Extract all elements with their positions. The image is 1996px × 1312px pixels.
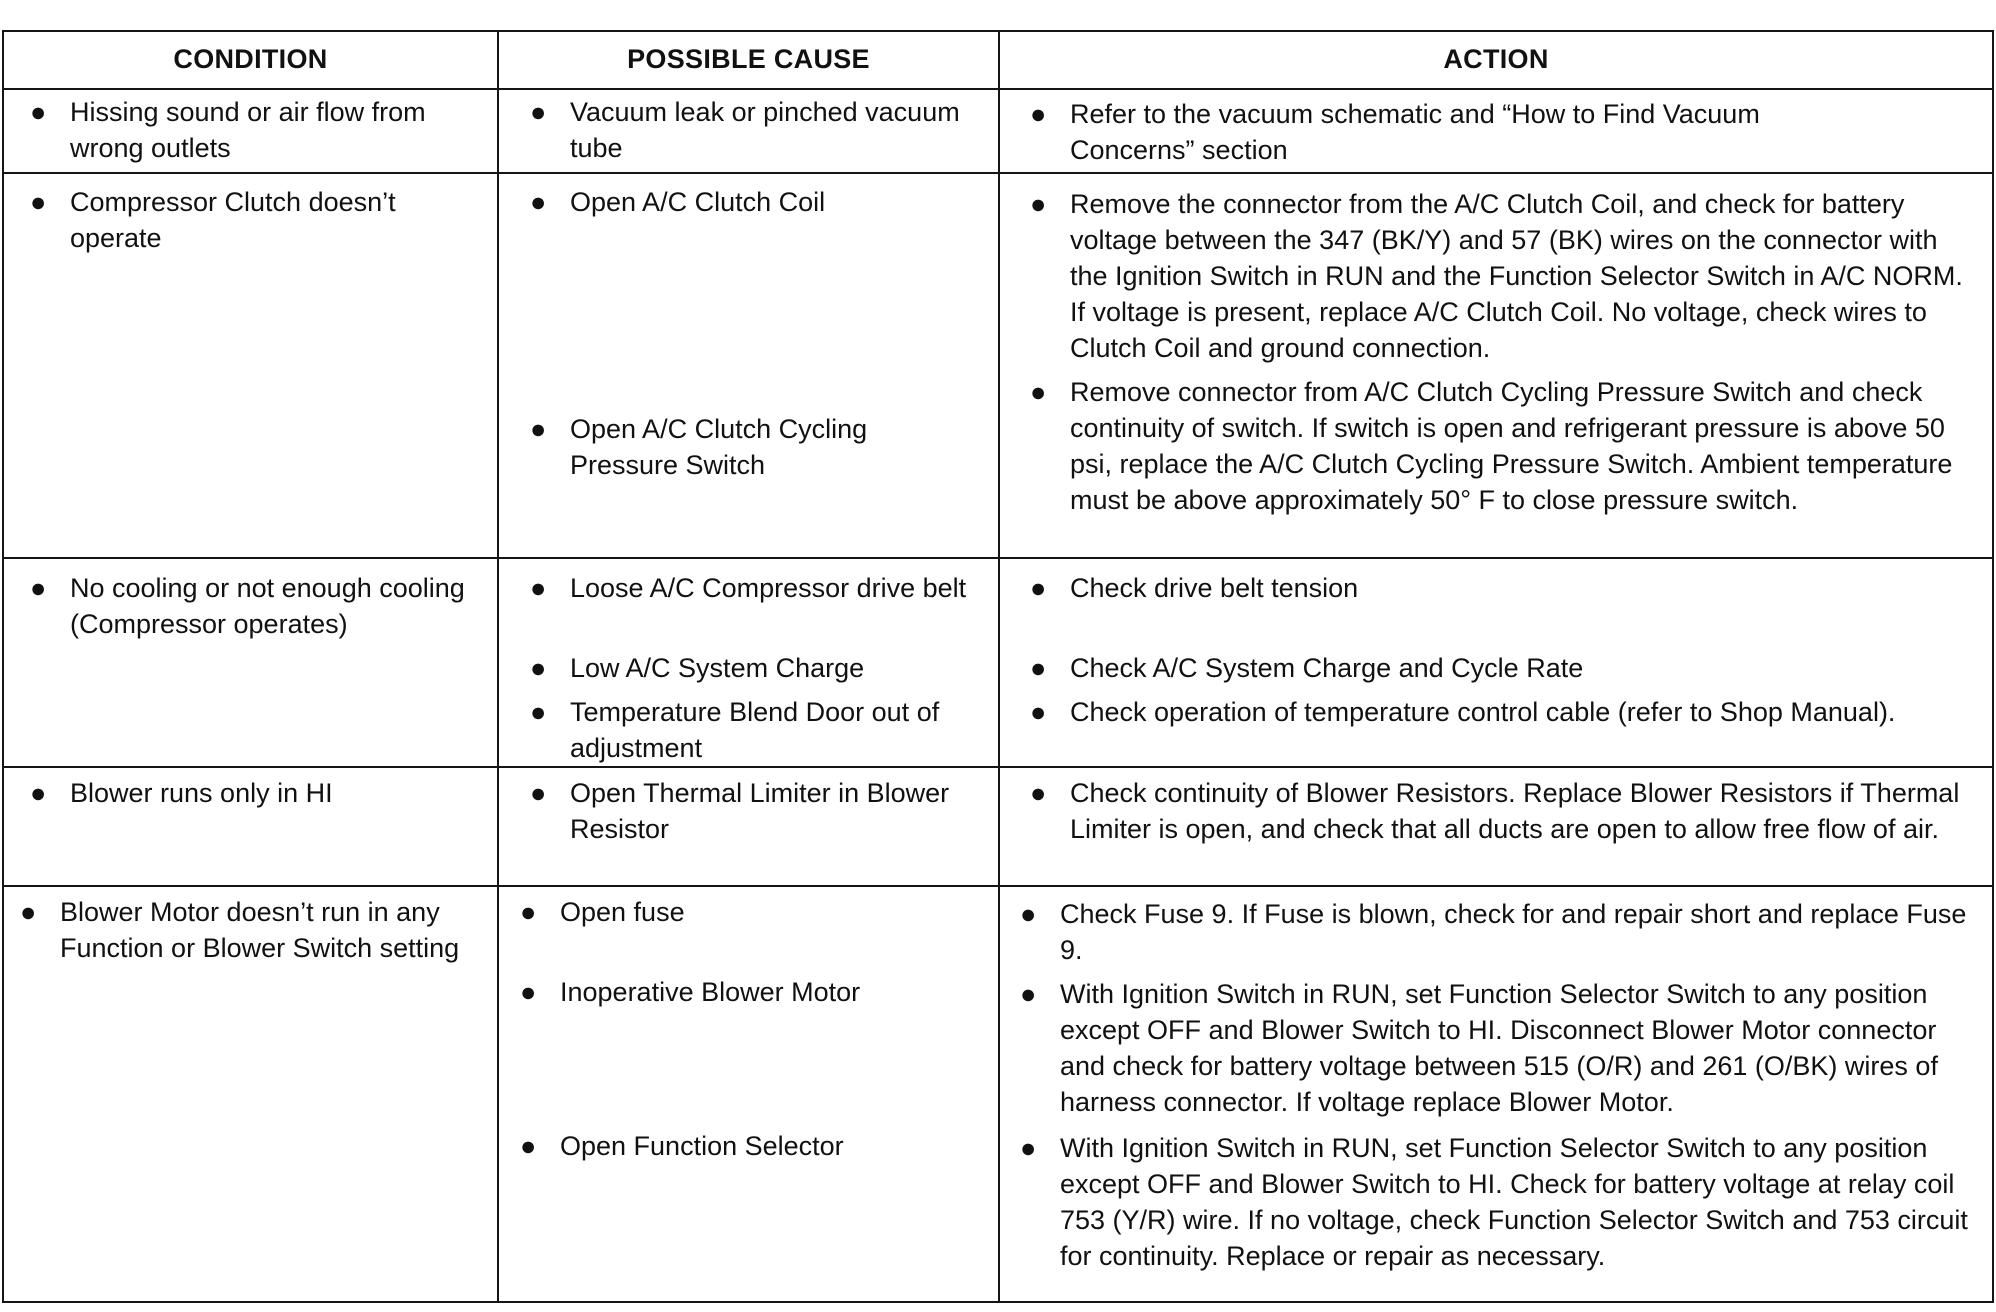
action-item <box>1030 570 1970 606</box>
table-right-border <box>1992 30 1994 1303</box>
action-text: Refer to the vacuum schematic and “How to Find Vacuum Concerns” section <box>1070 99 1760 165</box>
bullet-icon: ● <box>30 778 47 808</box>
cause-text: Open A/C Clutch Coil <box>570 187 826 217</box>
condition-item <box>30 570 495 642</box>
bullet-icon: ● <box>520 977 537 1007</box>
cause-text: Open Function Selector <box>560 1131 844 1161</box>
cause-item <box>520 894 970 930</box>
action-item <box>1030 650 1970 686</box>
bullet-icon: ● <box>530 414 547 444</box>
column-divider <box>497 30 499 1303</box>
cause-item <box>520 1128 970 1164</box>
cause-item <box>530 94 970 166</box>
cause-item <box>530 650 980 686</box>
condition-text: Hissing sound or air flow from wrong outlets <box>70 97 426 163</box>
header-possible-cause: POSSIBLE CAUSE <box>627 43 870 74</box>
diagnosis-table <box>2 30 1994 1303</box>
action-text: Remove connector from A/C Clutch Cycling Pressure Switch and check continuity of switch. If switch is open and refrigerant pressure is above 50 psi, replace the A/C Clutch Cycling Pressure Switch. Ambient temperature must be above approximately 50° F to close pressure switch. <box>1070 377 1953 515</box>
condition-item <box>30 775 480 811</box>
cause-text: Open A/C Clutch Cycling Pressure Switch <box>570 414 868 480</box>
action-item <box>1020 976 1970 1120</box>
cause-text: Vacuum leak or pinched vacuum tube <box>570 97 960 163</box>
action-item <box>1020 1130 1970 1274</box>
bullet-icon: ● <box>1030 697 1047 727</box>
bullet-icon: ● <box>1030 189 1047 219</box>
cause-item <box>530 411 970 483</box>
bullet-icon: ● <box>530 573 547 603</box>
cause-text: Open Thermal Limiter in Blower Resistor <box>570 778 950 844</box>
action-item <box>1030 374 1970 518</box>
cause-item <box>530 775 970 847</box>
action-item <box>1030 96 1860 168</box>
action-item <box>1030 186 1970 366</box>
action-text: Check Fuse 9. If Fuse is blown, check for and repair short and replace Fuse 9. <box>1060 899 1967 965</box>
bullet-icon: ● <box>1030 377 1047 407</box>
bullet-icon: ● <box>1030 99 1047 129</box>
action-text: Check operation of temperature control cable (refer to Shop Manual). <box>1070 697 1896 727</box>
condition-text: Blower runs only in HI <box>70 778 333 808</box>
condition-item <box>30 94 480 166</box>
bullet-icon: ● <box>530 697 547 727</box>
condition-text: Blower Motor doesn’t run in any Function or Blower Switch setting <box>60 897 460 963</box>
bullet-icon: ● <box>520 1131 537 1161</box>
bullet-icon: ● <box>520 897 537 927</box>
header-action: ACTION <box>1443 43 1549 74</box>
cause-text: Low A/C System Charge <box>570 653 865 683</box>
cause-text: Open fuse <box>560 897 685 927</box>
action-text: With Ignition Switch in RUN, set Function Selector Switch to any position except OFF and Blower Switch to HI. Check for battery voltage at relay coil 753 (Y/R) wire. If no voltage, check Function Selector Switch and 753 circuit for continuity. Replace or repair as necessary. <box>1060 1133 1968 1271</box>
cause-item <box>520 974 970 1010</box>
bullet-icon: ● <box>1030 653 1047 683</box>
bullet-icon: ● <box>1020 1133 1037 1163</box>
action-text: Check continuity of Blower Resistors. Replace Blower Resistors if Thermal Limiter is open, and check that all ducts are open to allow free flow of air. <box>1070 778 1960 844</box>
cause-text: Inoperative Blower Motor <box>560 977 861 1007</box>
action-text: Check drive belt tension <box>1070 573 1359 603</box>
condition-text: Compressor Clutch doesn’t operate <box>70 187 396 253</box>
bullet-icon: ● <box>530 653 547 683</box>
table-left-border <box>2 30 4 1303</box>
action-text: Check A/C System Charge and Cycle Rate <box>1070 653 1584 683</box>
bullet-icon: ● <box>1030 778 1047 808</box>
action-text: With Ignition Switch in RUN, set Function Selector Switch to any position except OFF and Blower Switch to HI. Disconnect Blower Motor connector and check for battery voltage between 515 (O/R) and 261 (O/BK) wires of harness connector. If voltage replace Blower Motor. <box>1060 979 1938 1117</box>
bullet-icon: ● <box>20 897 37 927</box>
bullet-icon: ● <box>30 97 47 127</box>
action-item <box>1030 775 1970 847</box>
bullet-icon: ● <box>530 187 547 217</box>
header-condition: CONDITION <box>173 43 328 74</box>
bullet-icon: ● <box>1020 979 1037 1009</box>
condition-text: No cooling or not enough cooling (Compressor operates) <box>70 573 465 639</box>
cause-text: Temperature Blend Door out of adjustment <box>570 697 940 763</box>
bullet-icon: ● <box>530 778 547 808</box>
bullet-icon: ● <box>1030 573 1047 603</box>
cause-item <box>530 570 970 606</box>
action-item <box>1030 694 1985 730</box>
bullet-icon: ● <box>1020 899 1037 929</box>
column-divider <box>998 30 1000 1303</box>
action-item <box>1020 896 1970 968</box>
bullet-icon: ● <box>530 97 547 127</box>
condition-item <box>30 184 480 256</box>
bullet-icon: ● <box>30 573 47 603</box>
cause-item <box>530 184 980 220</box>
cause-item <box>530 694 980 766</box>
cause-text: Loose A/C Compressor drive belt <box>570 573 967 603</box>
action-text: Remove the connector from the A/C Clutch Coil, and check for battery voltage between the 347 (BK/Y) and 57 (BK) wires on the connector with the Ignition Switch in RUN and the Function Selector Switch in A/C NORM. If voltage is present, replace A/C Clutch Coil. No voltage, check wires to Clutch Coil and ground connection. <box>1070 189 1963 363</box>
bullet-icon: ● <box>30 187 47 217</box>
condition-item <box>20 894 480 966</box>
